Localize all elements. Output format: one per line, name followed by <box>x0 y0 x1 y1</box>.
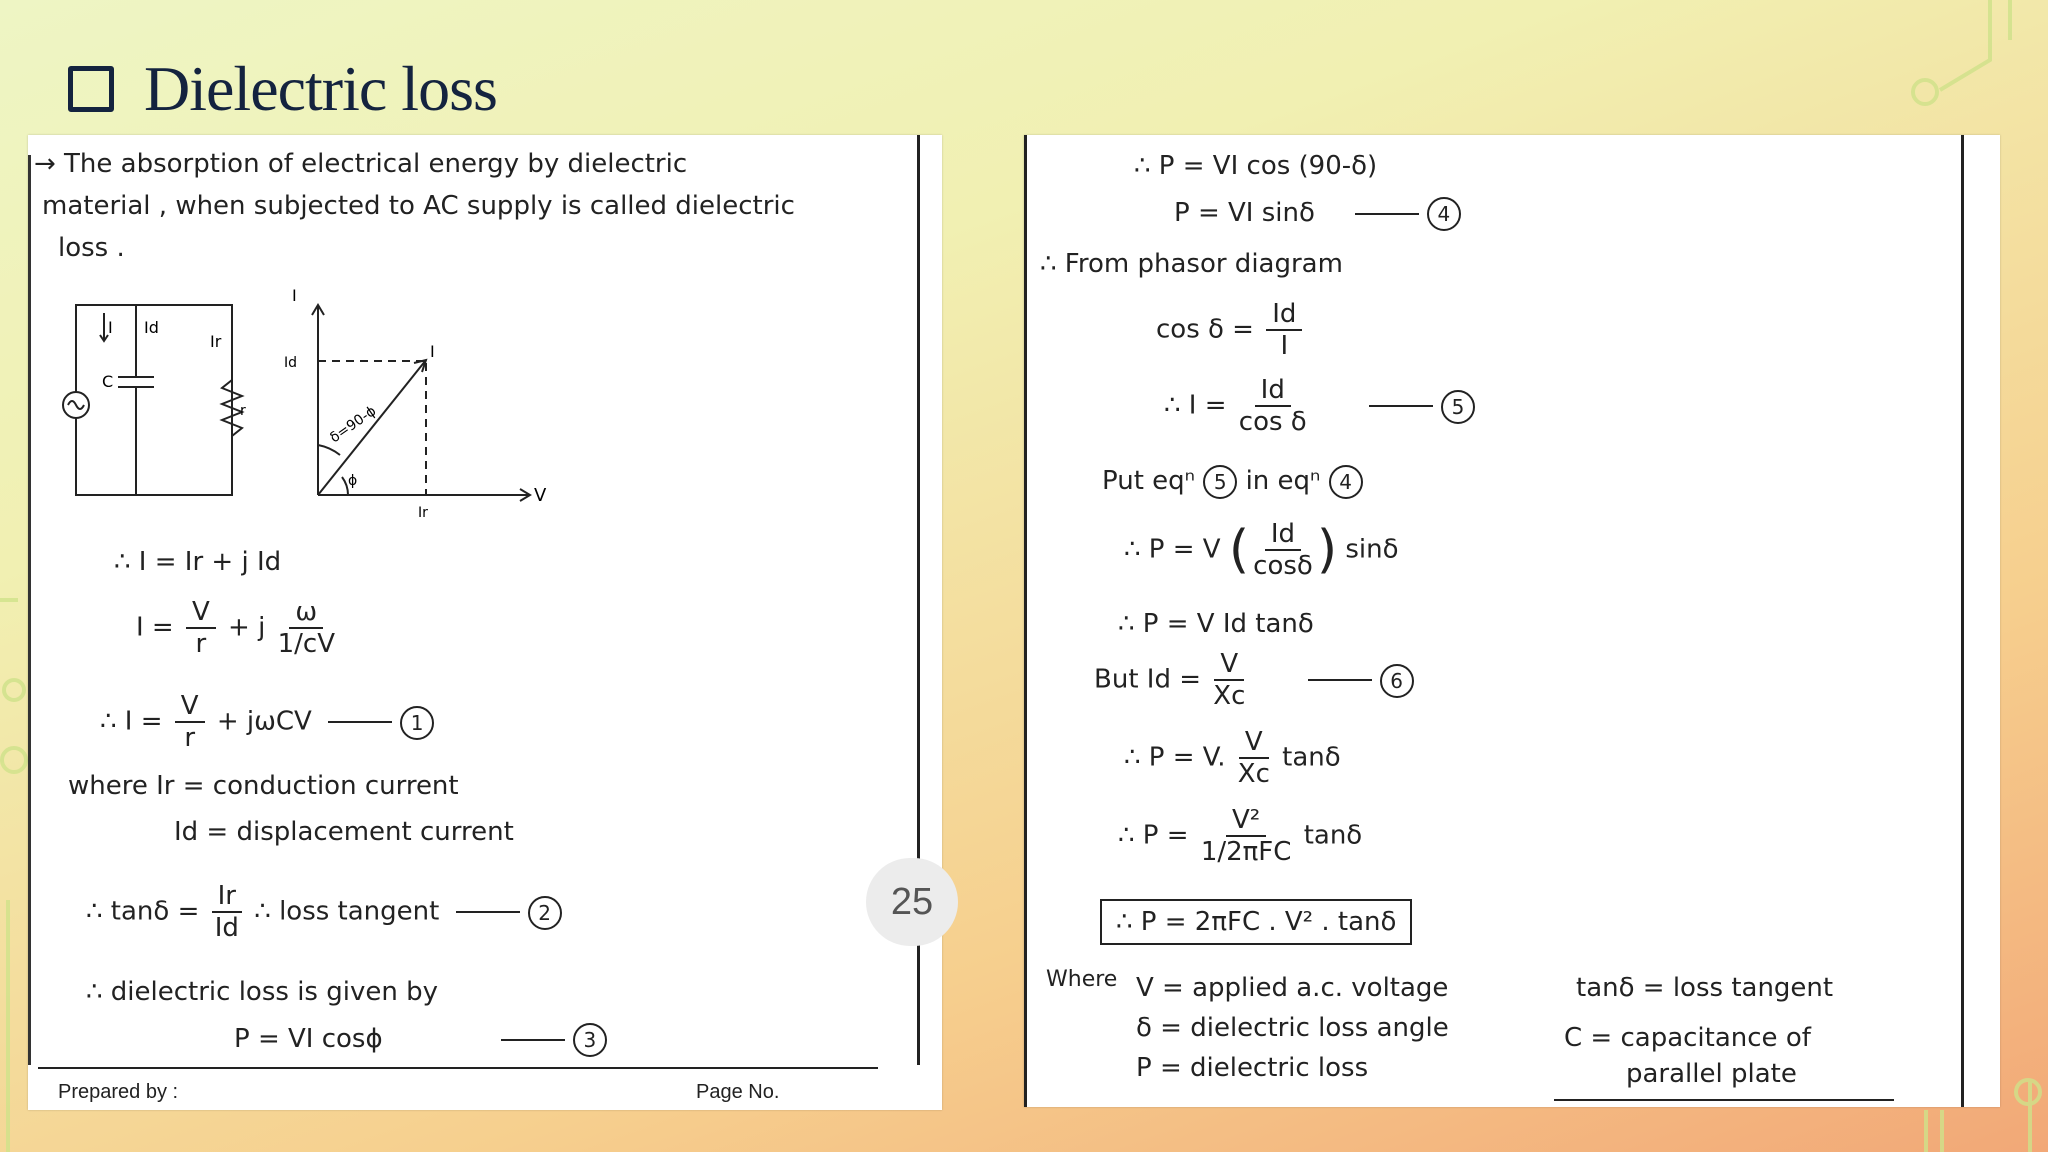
r-from-phasor: ∴ From phasor diagram <box>1040 249 1343 279</box>
phasor-diagram <box>278 285 588 525</box>
circuit-label-id: Id <box>144 318 159 337</box>
eq-current-sum: ∴ I = Ir + j Id <box>114 547 282 577</box>
left-notes-page <box>28 135 942 1110</box>
r-where-c: C = capacitance of <box>1564 1023 1811 1053</box>
eq-2-loss-tangent: ∴ tanδ = $\frac{Ir}{Id}$ ∴ loss tangent 2 <box>86 881 562 943</box>
r-cos-delta: cos δ = $\frac{Id}{I}$ <box>1156 299 1306 361</box>
r-p-vid-tan: ∴ P = V Id tanδ <box>1118 609 1314 639</box>
page-number-badge: 25 <box>866 858 958 946</box>
where-conduction: where Ir = conduction current <box>68 771 459 801</box>
r-p-vvxc: ∴ P = V. $\frac{V}{Xc}$ tanδ <box>1124 727 1341 789</box>
r-final-boxed-eq: ∴ P = 2πFC . V² . tanδ <box>1100 899 1412 945</box>
slide-title-row <box>68 52 497 126</box>
eq-number-1: 1 <box>400 706 434 740</box>
phasor-label-i: I <box>430 342 435 361</box>
r-eq-6: But Id = $\frac{V}{Xc}$ 6 <box>1094 649 1414 711</box>
r-where-p: P = dielectric loss <box>1136 1053 1369 1083</box>
eq-3: P = VI cosϕ 3 <box>234 1023 607 1057</box>
r-put-eq: Put eqⁿ 5 in eqⁿ 4 <box>1102 465 1363 499</box>
eq-1: ∴ I = $\frac{V}{r}$ + jωCV 1 <box>100 691 434 753</box>
where-displacement: Id = displacement current <box>174 817 514 847</box>
r-where-delta: δ = dielectric loss angle <box>1136 1013 1449 1043</box>
r-where-label: Where <box>1046 967 1118 992</box>
prepared-by: Prepared by : <box>58 1081 179 1103</box>
circuit-label-c: C <box>102 372 114 391</box>
eq-number-6: 6 <box>1380 664 1414 698</box>
checkbox-bullet-icon <box>68 66 114 112</box>
eq-current-expanded: I = $\frac{V}{r}$ + j $\frac{\omega}{1/cV}$ <box>136 597 335 659</box>
phasor-phi: ϕ <box>348 473 358 489</box>
r-p-substituted: ∴ P = V ( $\frac{Id}{\cos\delta}$ ) sinδ <box>1124 519 1399 581</box>
intro-line-2: material , when subjected to AC supply is called dielectric <box>42 191 795 221</box>
phasor-label-v: V <box>534 485 547 506</box>
phasor-label-ir: Ir <box>418 505 428 521</box>
eq-number-5: 5 <box>1441 390 1475 424</box>
r-where-tan: tanδ = loss tangent <box>1576 973 1834 1003</box>
phasor-axis-i: I <box>292 286 297 305</box>
circuit-label-i: I <box>108 318 113 337</box>
slide-title: Dielectric loss <box>144 53 497 124</box>
circuit-label-ir: Ir <box>210 332 222 351</box>
eq-number-4: 4 <box>1427 197 1461 231</box>
r-where-v: V = applied a.c. voltage <box>1136 973 1449 1003</box>
right-notes-page <box>1024 135 2000 1107</box>
r-eq-5: ∴ I = $\frac{Id}{\text{cos δ}}$ 5 <box>1164 375 1475 437</box>
parallel-rc-circuit <box>48 295 248 505</box>
phasor-label-id: Id <box>284 355 298 371</box>
r-eq-cos: ∴ P = VI cos (90-δ) <box>1134 151 1378 181</box>
page-no-label: Page No. <box>696 1081 780 1103</box>
r-eq-4: P = VI sinδ 4 <box>1174 197 1461 231</box>
eq-number-3: 3 <box>573 1023 607 1057</box>
r-where-c2: parallel plate <box>1626 1059 1797 1089</box>
phasor-angle: δ=90-ϕ <box>327 403 380 447</box>
circuit-label-r: r <box>240 403 246 419</box>
r-p-v2: ∴ P = $\frac{\text{V²}}{\text{1/2πFC}}$ tanδ <box>1118 805 1363 867</box>
intro-line-1: → The absorption of electrical energy by dielectric <box>34 149 688 179</box>
dielectric-loss-given: ∴ dielectric loss is given by <box>86 977 438 1007</box>
eq-number-2: 2 <box>528 896 562 930</box>
intro-line-3: loss . <box>58 233 125 263</box>
